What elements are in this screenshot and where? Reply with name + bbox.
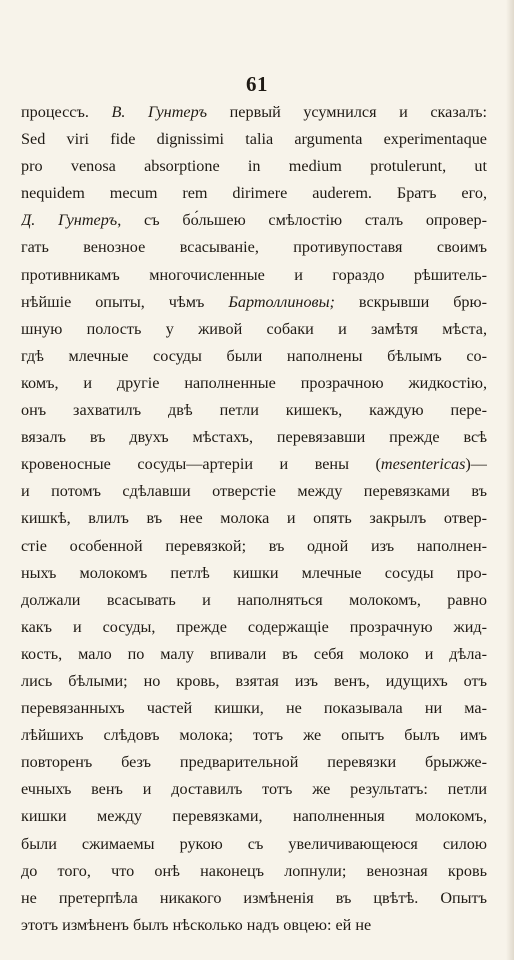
text-segment: вязалъ въ двухъ мѣстахъ, перевязавши прежде всѣ xyxy=(21,428,487,447)
text-line xyxy=(21,262,487,289)
text-line xyxy=(21,99,487,126)
text-segment: должали всасывать и наполняться молокомъ, равно xyxy=(21,590,487,609)
italic-text: mesentericas xyxy=(380,455,466,474)
text-segment: гать венозное всасываніе, противупоставя своимъ xyxy=(21,238,487,257)
text-line xyxy=(21,749,487,776)
text-line xyxy=(21,397,487,424)
text-segment: первый усумнился и сказалъ: xyxy=(207,103,487,121)
text-line xyxy=(21,126,487,153)
text-segment: комъ, и другіе наполненные прозрачною жидкостію, xyxy=(21,373,487,392)
text-line xyxy=(21,370,487,397)
text-segment: , съ бо́льшею смѣлостію сталъ опровер- xyxy=(117,211,487,230)
text-line xyxy=(21,912,487,939)
text-segment: Sed viri fide dignissimi talia argumenta experimentaque xyxy=(21,130,487,149)
text-segment: кость, мало по малу впивали въ себя молоко и дѣла- xyxy=(21,644,487,663)
text-line xyxy=(21,343,487,370)
text-segment: стіе особенной перевязкой; въ одной изъ наполнен- xyxy=(21,536,487,555)
text-segment: и потомъ сдѣлавши отверстіе между перевязками въ xyxy=(21,482,487,501)
text-line xyxy=(21,533,487,560)
text-segment: pro venosa absorptione in medium protulerunt, ut xyxy=(21,157,487,176)
text-segment: кровеносные сосуды—артеріи и вены ( xyxy=(21,455,381,474)
text-line xyxy=(21,776,487,803)
text-line xyxy=(21,316,487,343)
text-segment: лѣйшихъ слѣдовъ молока; тотъ же опытъ былъ имъ xyxy=(21,726,487,745)
text-segment: шную полость у живой собаки и замѣтя мѣста, xyxy=(21,319,487,338)
italic-text: Д. Гунтеръ xyxy=(21,211,118,230)
text-line xyxy=(21,803,487,830)
text-line xyxy=(21,289,487,316)
text-segment: кишкѣ, влилъ въ нее молока и опять закрылъ отвер- xyxy=(21,509,487,528)
text-line xyxy=(21,234,487,261)
text-segment: ечныхъ венъ и доставилъ тотъ же результатъ: петли xyxy=(21,780,487,799)
text-line xyxy=(21,668,487,695)
text-line xyxy=(21,180,487,207)
text-line xyxy=(21,587,487,614)
text-line xyxy=(21,885,487,912)
text-segment: ныхъ молокомъ петлѣ кишки млечные сосуды про- xyxy=(21,563,487,582)
text-segment: перевязанныхъ частей кишки, не показывала ни ма- xyxy=(21,699,487,718)
text-segment: процессъ. xyxy=(21,103,112,121)
text-segment: онъ захватилъ двѣ петли кишекъ, каждую пере- xyxy=(21,401,487,420)
text-segment: какъ и сосуды, прежде содержащіе прозрачную жид- xyxy=(21,617,487,636)
text-line xyxy=(21,722,487,749)
text-segment: до того, что онѣ наконецъ лопнули; венозная кровь xyxy=(21,861,487,880)
text-segment: противникамъ многочисленные и гораздо рѣшитель- xyxy=(21,265,487,284)
text-line xyxy=(21,505,487,532)
text-segment: не претерпѣла никакого измѣненія въ цвѣтѣ. Опытъ xyxy=(21,888,487,907)
text-segment: были сжимаемы рукою съ увеличивающеюся силою xyxy=(21,834,487,853)
text-segment: нѣйшіе опыты, чѣмъ xyxy=(21,292,229,311)
text-segment: гдѣ млечные сосуды были наполнены бѣлымъ со- xyxy=(21,346,487,365)
page-spine-shadow xyxy=(506,0,514,960)
text-segment: лись бѣлыми; но кровь, взятая изъ венъ, идущихъ отъ xyxy=(21,671,487,690)
italic-text: Бартоллиновы; xyxy=(228,292,335,311)
text-segment: повторенъ безъ предварительной перевязки брыжже- xyxy=(21,753,487,772)
italic-text: В. Гунтеръ xyxy=(111,103,208,121)
text-line xyxy=(21,858,487,885)
text-line xyxy=(21,614,487,641)
body-text xyxy=(21,99,487,939)
text-segment: nequidem mecum rem dirimere auderem. Братъ его, xyxy=(21,184,487,203)
text-segment: )— xyxy=(465,455,487,474)
text-line xyxy=(21,153,487,180)
text-line xyxy=(21,831,487,858)
text-line xyxy=(21,560,487,587)
text-line xyxy=(21,695,487,722)
text-segment: кишки между перевязками, наполненныя молокомъ, xyxy=(21,807,487,826)
text-line xyxy=(21,424,487,451)
text-segment: вскрывши брю- xyxy=(334,292,487,311)
text-line xyxy=(21,207,487,234)
text-segment: этотъ измѣненъ былъ нѣсколько надъ овцею: ей не xyxy=(21,915,372,934)
text-line xyxy=(21,478,487,505)
text-line xyxy=(21,641,487,668)
page-number: 61 xyxy=(246,72,268,96)
text-line xyxy=(21,451,487,478)
